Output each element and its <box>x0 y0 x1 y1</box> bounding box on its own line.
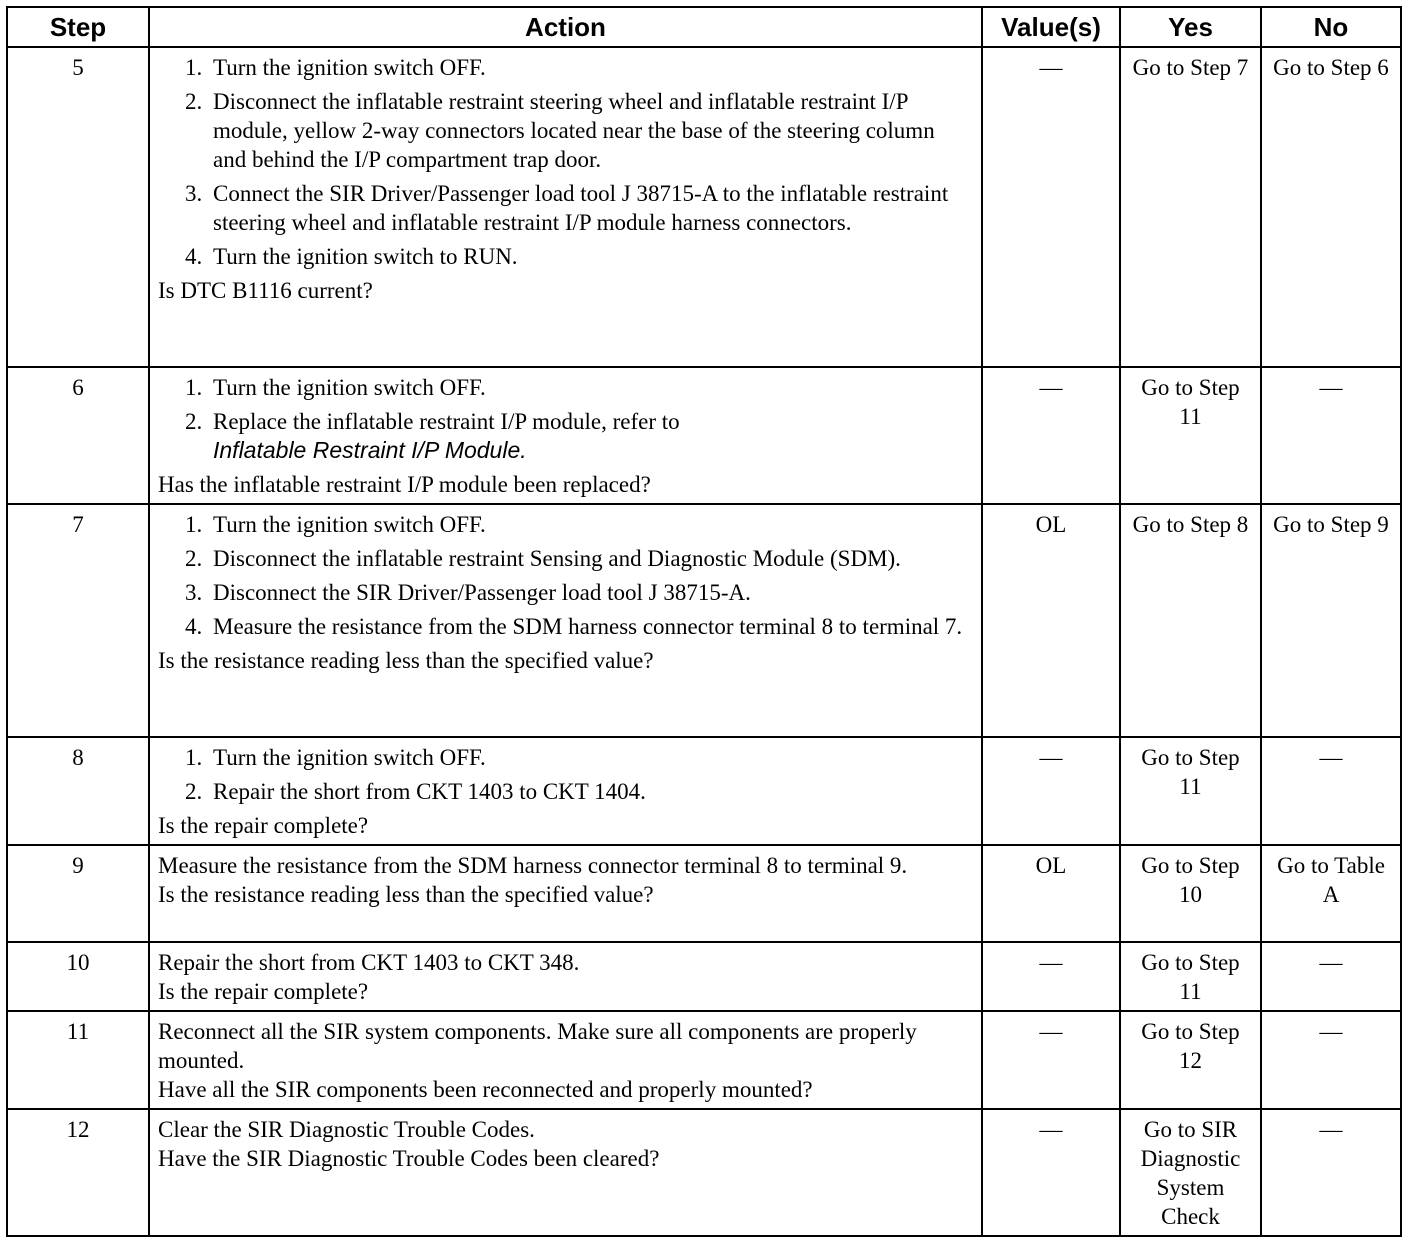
action-step-item <box>185 407 973 465</box>
no-cell: — <box>1261 367 1401 504</box>
action-step-text <box>213 578 973 607</box>
no-cell: — <box>1261 1011 1401 1109</box>
header-row <box>7 7 1401 47</box>
no-cell: Go to Table A <box>1261 845 1401 942</box>
action-step-number: 4. <box>185 614 203 639</box>
yes-cell: Go to SIR Diagnostic System Check <box>1120 1109 1261 1236</box>
table-row <box>7 1109 1401 1236</box>
action-step-item <box>185 242 973 271</box>
action-step-item <box>185 510 973 539</box>
action-step-text <box>213 510 973 539</box>
action-step-number: 4. <box>185 244 203 269</box>
no-cell: — <box>1261 942 1401 1011</box>
yes-cell: Go to Step 7 <box>1120 47 1261 367</box>
action-cell <box>149 942 982 1011</box>
no-cell: Go to Step 9 <box>1261 504 1401 737</box>
action-cell <box>149 504 982 737</box>
action-text: Reconnect all the SIR system components. Make sure all components are properly mounted. <box>158 1019 917 1073</box>
action-steps-list <box>158 743 973 806</box>
action-step-item <box>185 53 973 82</box>
value-cell: — <box>982 367 1120 504</box>
action-step-text <box>213 777 973 806</box>
value-cell: — <box>982 737 1120 845</box>
action-step-text-content: Turn the ignition switch OFF. <box>213 745 486 770</box>
step-cell: 5 <box>7 47 149 367</box>
action-question: Have the SIR Diagnostic Trouble Codes been cleared? <box>158 1146 660 1171</box>
action-step-item <box>185 544 973 573</box>
action-step-text-content: Turn the ignition switch OFF. <box>213 375 486 400</box>
action-text: Repair the short from CKT 1403 to CKT 348. <box>158 950 580 975</box>
action-step-item <box>185 743 973 772</box>
table-row <box>7 367 1401 504</box>
action-question: Is the repair complete? <box>158 813 369 838</box>
yes-cell: Go to Step 11 <box>1120 942 1261 1011</box>
action-step-item <box>185 373 973 402</box>
action-step-number: 1. <box>185 512 203 537</box>
action-text: Clear the SIR Diagnostic Trouble Codes. <box>158 1117 535 1142</box>
action-question: Is the resistance reading less than the specified value? <box>158 648 654 673</box>
action-step-text <box>213 544 973 573</box>
action-cell <box>149 1011 982 1109</box>
header-no: No <box>1261 7 1401 47</box>
no-cell: Go to Step 6 <box>1261 47 1401 367</box>
action-step-text <box>213 53 973 82</box>
action-step-number: 2. <box>185 409 203 434</box>
action-cell <box>149 47 982 367</box>
value-cell: — <box>982 1109 1120 1236</box>
table-row <box>7 942 1401 1011</box>
action-step-text-content: Disconnect the inflatable restraint Sensing and Diagnostic Module (SDM). <box>213 546 901 571</box>
step-cell: 12 <box>7 1109 149 1236</box>
action-text: Measure the resistance from the SDM harness connector terminal 8 to terminal 9. <box>158 853 908 878</box>
action-step-text <box>213 407 973 465</box>
action-step-text-content: Turn the ignition switch to RUN. <box>213 244 518 269</box>
action-cell <box>149 1109 982 1236</box>
header-values: Value(s) <box>982 7 1120 47</box>
action-step-text <box>213 373 973 402</box>
action-question: Is DTC B1116 current? <box>158 278 373 303</box>
action-cell <box>149 367 982 504</box>
action-step-text-content: Disconnect the inflatable restraint steering wheel and inflatable restraint I/P module, yellow 2-way connectors located near the base of the steering column and behind the I/P compartment trap door. <box>213 89 935 172</box>
action-step-item <box>185 179 973 237</box>
no-cell: — <box>1261 737 1401 845</box>
action-steps-list <box>158 53 973 271</box>
step-cell: 9 <box>7 845 149 942</box>
yes-cell: Go to Step 11 <box>1120 367 1261 504</box>
action-step-item <box>185 87 973 174</box>
action-step-text <box>213 242 973 271</box>
action-step-text-content: Turn the ignition switch OFF. <box>213 55 486 80</box>
action-step-number: 1. <box>185 745 203 770</box>
action-step-text-content: Measure the resistance from the SDM harness connector terminal 8 to terminal 7. <box>213 614 963 639</box>
action-step-number: 2. <box>185 546 203 571</box>
action-cell <box>149 845 982 942</box>
table-row <box>7 504 1401 737</box>
no-cell: — <box>1261 1109 1401 1236</box>
header-step: Step <box>7 7 149 47</box>
action-question: Is the resistance reading less than the specified value? <box>158 882 654 907</box>
action-step-text-content: Turn the ignition switch OFF. <box>213 512 486 537</box>
table-row <box>7 1011 1401 1109</box>
action-step-number: 3. <box>185 580 203 605</box>
step-cell: 7 <box>7 504 149 737</box>
action-step-text-content: Connect the SIR Driver/Passenger load tool J 38715-A to the inflatable restraint steering wheel and inflatable restraint I/P module harness connectors. <box>213 181 949 235</box>
action-step-item <box>185 612 973 641</box>
action-question: Is the repair complete? <box>158 979 369 1004</box>
action-step-number: 1. <box>185 375 203 400</box>
value-cell: OL <box>982 504 1120 737</box>
action-step-text <box>213 743 973 772</box>
action-step-text-content: Disconnect the SIR Driver/Passenger load tool J 38715-A. <box>213 580 751 605</box>
yes-cell: Go to Step 12 <box>1120 1011 1261 1109</box>
reference-link: Inflatable Restraint I/P Module. <box>213 437 527 463</box>
yes-cell: Go to Step 10 <box>1120 845 1261 942</box>
action-question: Has the inflatable restraint I/P module been replaced? <box>158 472 651 497</box>
action-step-text-content: Repair the short from CKT 1403 to CKT 1404. <box>213 779 646 804</box>
action-steps-list <box>158 510 973 641</box>
diagnostic-table <box>6 6 1402 1237</box>
header-yes: Yes <box>1120 7 1261 47</box>
step-cell: 10 <box>7 942 149 1011</box>
action-step-text <box>213 87 973 174</box>
action-step-item <box>185 777 973 806</box>
value-cell: — <box>982 1011 1120 1109</box>
value-cell: — <box>982 942 1120 1011</box>
value-cell: — <box>982 47 1120 367</box>
action-step-text <box>213 179 973 237</box>
action-step-number: 2. <box>185 89 203 114</box>
table-row <box>7 737 1401 845</box>
action-cell <box>149 737 982 845</box>
action-step-number: 2. <box>185 779 203 804</box>
table-row <box>7 47 1401 367</box>
yes-cell: Go to Step 8 <box>1120 504 1261 737</box>
action-step-text <box>213 612 973 641</box>
action-step-number: 1. <box>185 55 203 80</box>
action-steps-list <box>158 373 973 465</box>
action-step-item <box>185 578 973 607</box>
table-row <box>7 845 1401 942</box>
step-cell: 11 <box>7 1011 149 1109</box>
action-question: Have all the SIR components been reconnected and properly mounted? <box>158 1077 813 1102</box>
value-cell: OL <box>982 845 1120 942</box>
yes-cell: Go to Step 11 <box>1120 737 1261 845</box>
header-action: Action <box>149 7 982 47</box>
action-step-number: 3. <box>185 181 203 206</box>
action-step-text-content: Replace the inflatable restraint I/P module, refer to <box>213 409 680 434</box>
table-body <box>7 47 1401 1236</box>
step-cell: 8 <box>7 737 149 845</box>
step-cell: 6 <box>7 367 149 504</box>
